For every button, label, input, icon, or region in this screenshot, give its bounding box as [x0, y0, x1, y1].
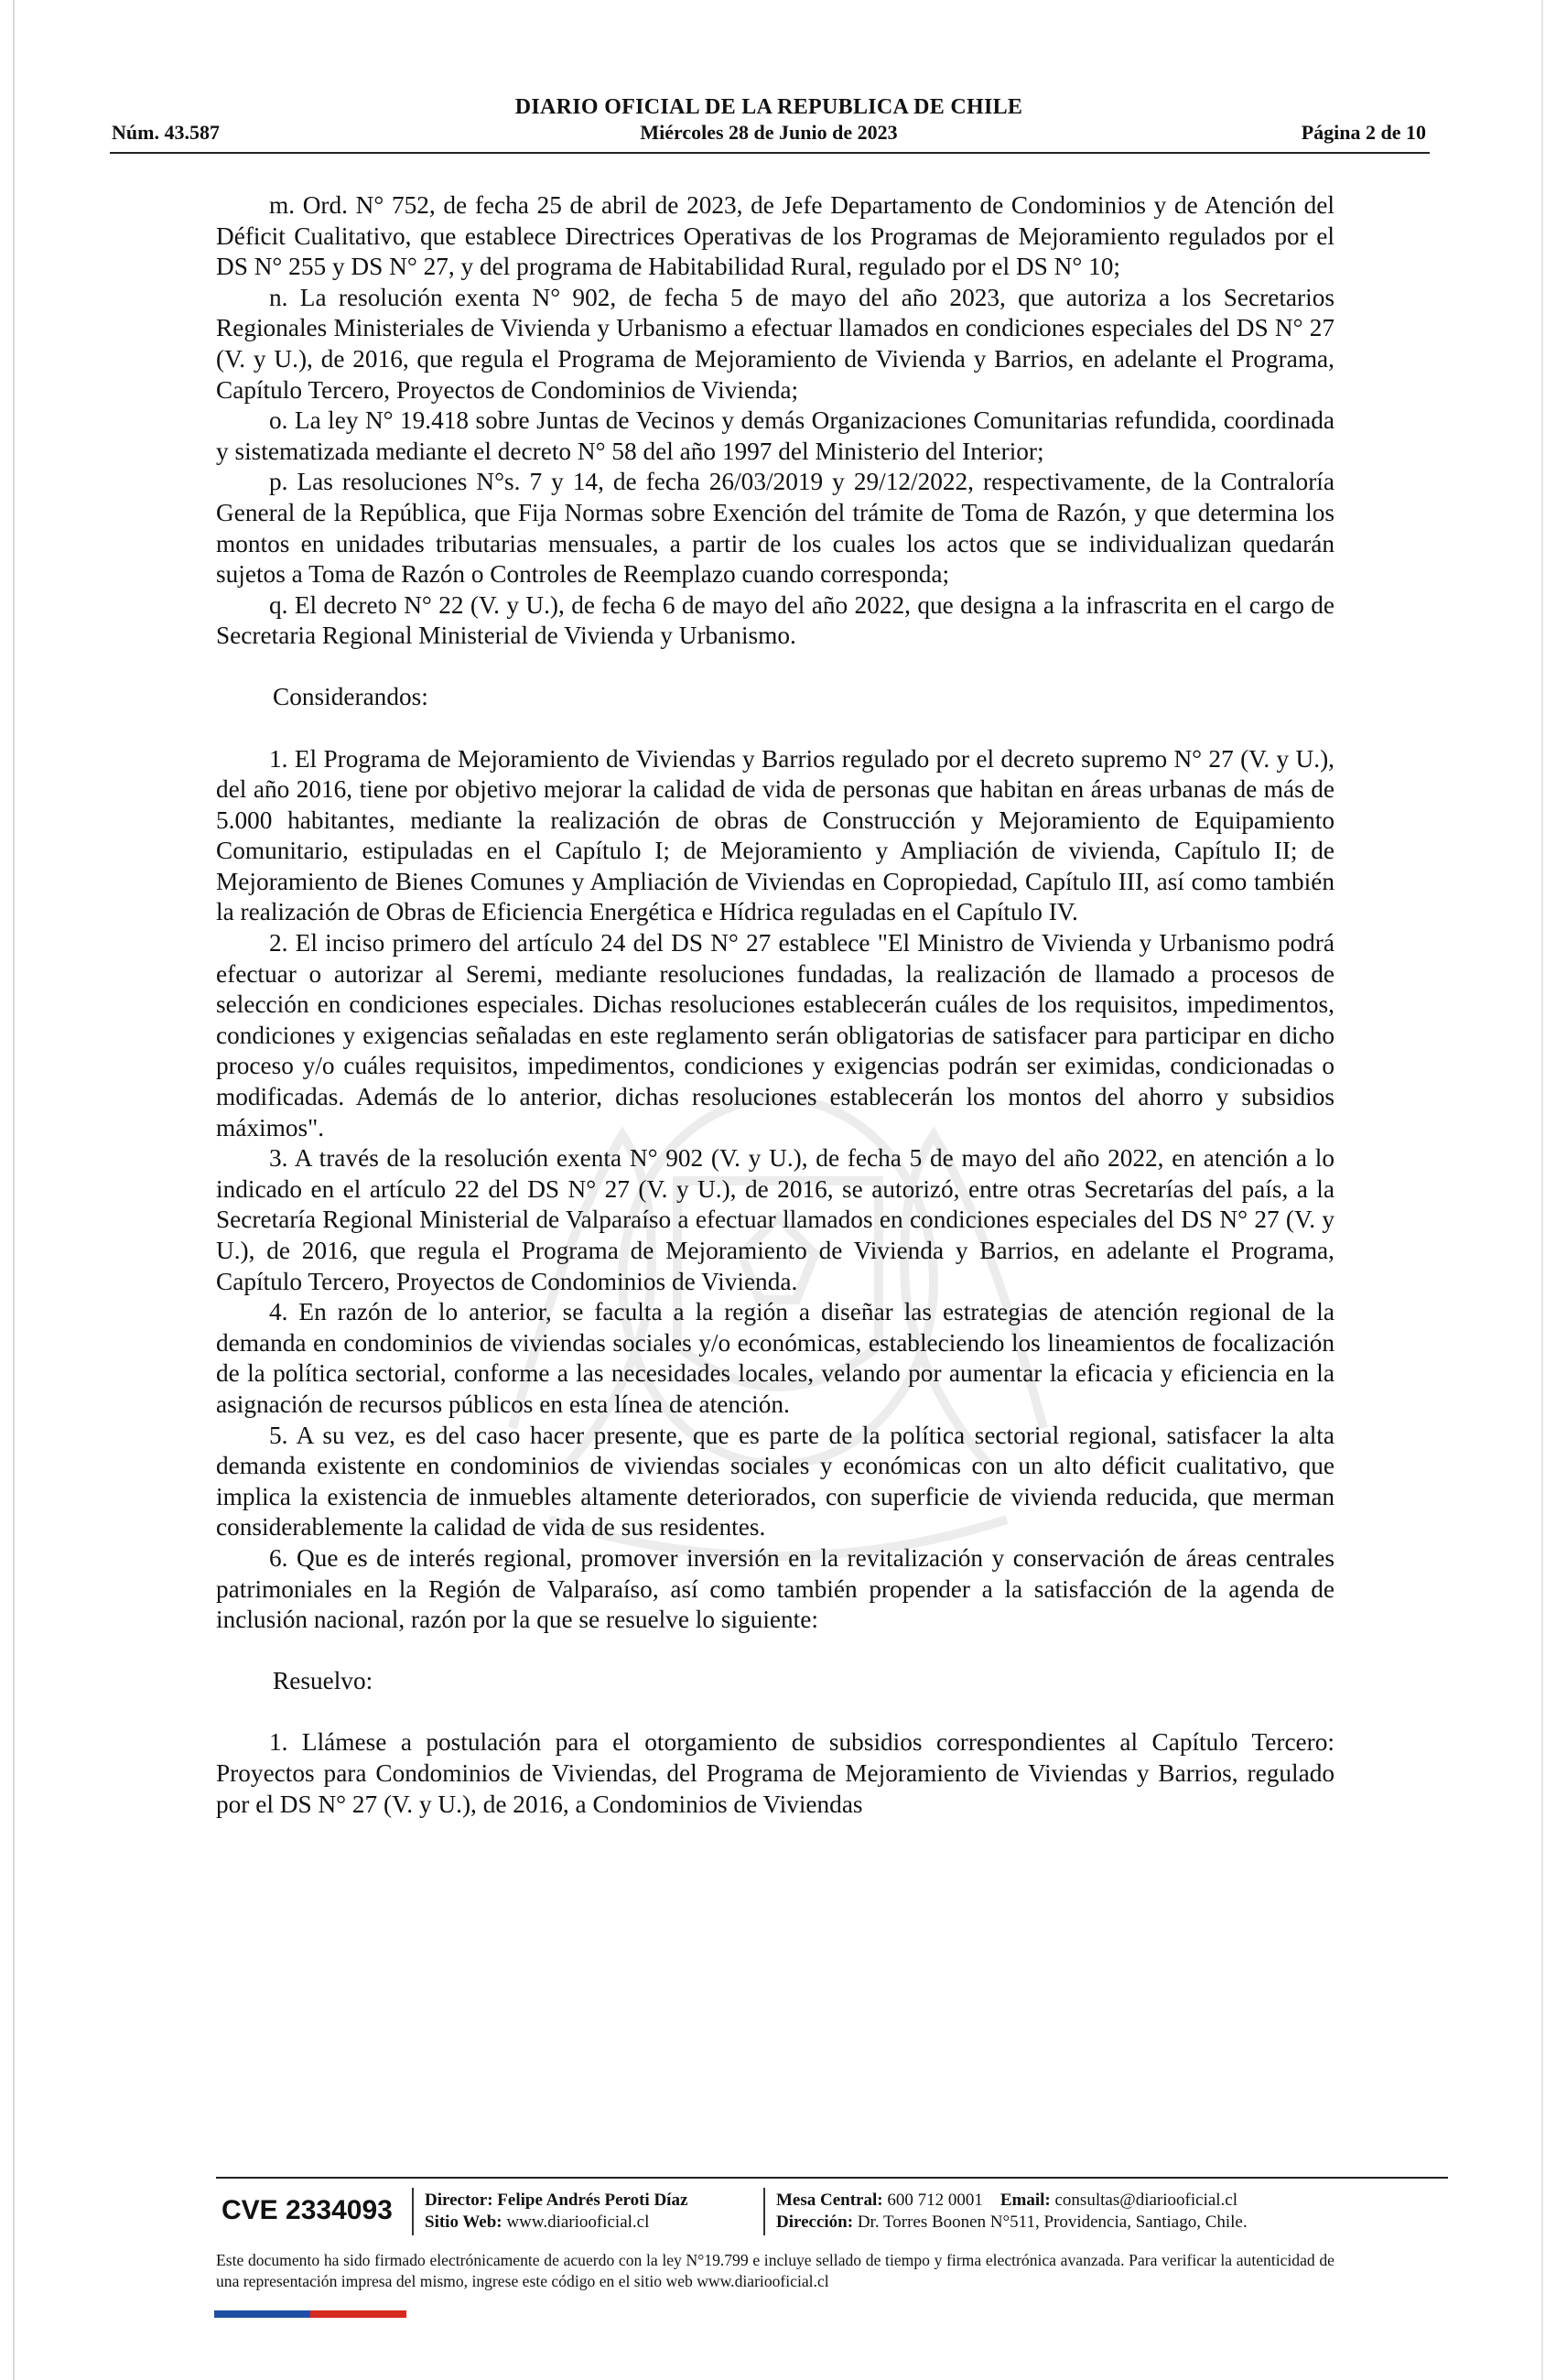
paragraph-resuelvo-1: 1. Llámese a postulación para el otorgamiento de subsidios correspondientes al Capítulo Tercero: Proyectos para Condominios de Viviendas, del Programa de Mejoramiento de Viviendas y Barrios, regulado por el DS N° 27 (V. y U.), de 2016, a Condominios de Viviendas [216, 1728, 1334, 1818]
paragraph-considerando-6: 6. Que es de interés regional, promover inversión en la revitalización y conservación de áreas centrales patrimoniales en la Región de Valparaíso, así como también propender a la satisfacción de la agenda de inclusión nacional, razón por la que se resuelve lo siguiente: [216, 1543, 1334, 1634]
page-header [110, 90, 1428, 154]
website-label: Sitio Web: [425, 2212, 502, 2232]
address-value: Dr. Torres Boonen N°511, Providencia, Santiago, Chile. [857, 2212, 1248, 2232]
paragraph-vistos-n: n. La resolución exenta N° 902, de fecha 5 de mayo del año 2023, que autoriza a los Secretarios Regionales Ministeriales de Vivienda y Urbanismo a efectuar llamados en condiciones especiales del DS N° 27 (V. y U.), de 2016, que regula el Programa de Mejoramiento de Vivienda y Barrios, en adelante el Programa, Capítulo Tercero, Proyectos de Condominios de Vivienda; [216, 283, 1334, 404]
footer-separator [763, 2188, 765, 2235]
address-line [776, 2212, 1248, 2234]
paragraph-considerando-2: 2. El inciso primero del artículo 24 del DS N° 27 establece "El Ministro de Vivienda y Urbanismo podrá efectuar o autorizar al Seremi, mediante resoluciones fundadas, la realización de llamado a procesos de selección en condiciones especiales. Dichas resoluciones establecerán cuáles de los requisitos, impedimentos, condiciones y exigencias señaladas en este reglamento serán obligatorias de satisfacer para participar en dicho proceso y/o cuáles requisitos, impedimentos, condiciones y exigencias podrán ser eximidas, condicionadas o modificadas. Además de lo anterior, dichas resoluciones establecerán los montos del ahorro y subsidios máximos". [216, 929, 1334, 1141]
publication-date: Miércoles 28 de Junio de 2023 [640, 121, 898, 144]
page-number: Página 2 de 10 [1301, 121, 1426, 144]
cve-code: CVE 2334093 [222, 2195, 393, 2225]
issue-number: Núm. 43.587 [112, 121, 220, 144]
flag-blue-segment [214, 2310, 310, 2318]
website-link[interactable]: www.diariooficial.cl [506, 2212, 650, 2232]
paragraph-considerando-5: 5. A su vez, es del caso hacer presente, que es parte de la política sectorial regional, satisfacer la alta demanda existente en condominios de viviendas sociales y económicas con un alto déficit cualitativo, que implica la existencia de inmuebles altamente deteriorados, con superficie de vivienda reducida, que merman considerablemente la calidad de vida de sus residentes. [216, 1421, 1334, 1542]
document-body [216, 190, 1334, 1820]
footer-contact-column [776, 2190, 1248, 2234]
paragraph-vistos-o: o. La ley N° 19.418 sobre Juntas de Vecinos y demás Organizaciones Comunitarias refundida, coordinada y sistematizada mediante el decreto N° 58 del año 1997 del Ministerio del Interior; [216, 406, 1334, 465]
website-line [425, 2212, 687, 2234]
paragraph-vistos-p: p. Las resoluciones N°s. 7 y 14, de fecha 26/03/2019 y 29/12/2022, respectivamente, de la Contraloría General de la República, que Fija Normas sobre Exención del trámite de Toma de Razón, y que determina los montos en unidades tributarias mensuales, a partir de los cuales los actos que se individualizan quedarán sujetos a Toma de Razón o Controles de Reemplazo cuando corresponda; [216, 468, 1334, 589]
paragraph-vistos-m: m. Ord. N° 752, de fecha 25 de abril de 2023, de Jefe Departamento de Condominios y de Atención del Déficit Cualitativo, que establece Directrices Operativas de los Programas de Mejoramiento regulados por el DS N° 255 y DS N° 27, y del programa de Habitabilidad Rural, regulado por el DS N° 10; [216, 191, 1334, 281]
footer-director-column [425, 2190, 687, 2234]
heading-considerandos: Considerandos: [273, 682, 428, 710]
heading-resuelvo: Resuelvo: [273, 1666, 373, 1694]
director-name: Felipe Andrés Peroti Díaz [497, 2191, 688, 2210]
header-divider [110, 152, 1430, 154]
footer-divider [216, 2177, 1448, 2179]
director-line [425, 2190, 687, 2212]
legal-notice: Este documento ha sido firmado electrónicamente de acuerdo con la ley N°19.799 e incluye sellado de tiempo y firma electrónica avanzada. Para verificar la autenticidad de una representación impresa del mismo, ingrese este código en el sitio web www.diariooficial.cl [216, 2251, 1334, 2290]
flag-color-bar [214, 2310, 406, 2318]
phone-number: 600 712 0001 [887, 2191, 983, 2210]
director-label: Director: [425, 2191, 493, 2210]
footer-separator [412, 2188, 414, 2235]
phone-email-line [776, 2190, 1248, 2212]
paragraph-considerando-1: 1. El Programa de Mejoramiento de Viviendas y Barrios regulado por el decreto supremo N° 27 (V. y U.), del año 2016, tiene por objetivo mejorar la calidad de vida de personas que habitan en áreas urbanas de más de 5.000 habitantes, mediante la realización de obras de Construcción y Mejoramiento de Equipamiento Comunitario, estipuladas en el Capítulo I; de Mejoramiento y Ampliación de vivienda, Capítulo II; de Mejoramiento de Bienes Comunes y Ampliación de Viviendas en Copropiedad, Capítulo III, así como también la realización de Obras de Eficiencia Energética e Hídrica reguladas en el Capítulo IV. [216, 744, 1334, 926]
paragraph-considerando-3: 3. A través de la resolución exenta N° 902 (V. y U.), de fecha 5 de mayo del año 2022, en atención a lo indicado en el artículo 22 del DS N° 27 (V. y U.), de 2016, se autorizó, entre otras Secretarías del país, a la Secretaría Regional Ministerial de Valparaíso a efectuar llamados en condiciones especiales del DS N° 27 (V. y U.), de 2016, que regula el Programa de Mejoramiento de Vivienda y Barrios, en adelante el Programa, Capítulo Tercero, Proyectos de Condominios de Vivienda. [216, 1144, 1334, 1295]
phone-label: Mesa Central: [776, 2191, 883, 2210]
paragraph-considerando-4: 4. En razón de lo anterior, se faculta a la región a diseñar las estrategias de atención regional de la demanda en condominios de viviendas sociales y/o económicas, estableciendo los lineamientos de focalización de la política sectorial, conforme a las necesidades locales, velando por aumentar la eficacia y eficiencia en la asignación de recursos públicos en esta línea de atención. [216, 1298, 1334, 1418]
email-label: Email: [1000, 2191, 1051, 2210]
address-label: Dirección: [776, 2212, 854, 2232]
flag-red-segment [310, 2310, 406, 2318]
page-footer [216, 2182, 1448, 2246]
gazette-title: DIARIO OFICIAL DE LA REPUBLICA DE CHILE [514, 95, 1023, 119]
email-link[interactable]: consultas@diariooficial.cl [1054, 2191, 1238, 2210]
paragraph-vistos-q: q. El decreto N° 22 (V. y U.), de fecha 6 de mayo del año 2022, que designa a la infrascrita en el cargo de Secretaria Regional Ministerial de Vivienda y Urbanismo. [216, 590, 1334, 650]
